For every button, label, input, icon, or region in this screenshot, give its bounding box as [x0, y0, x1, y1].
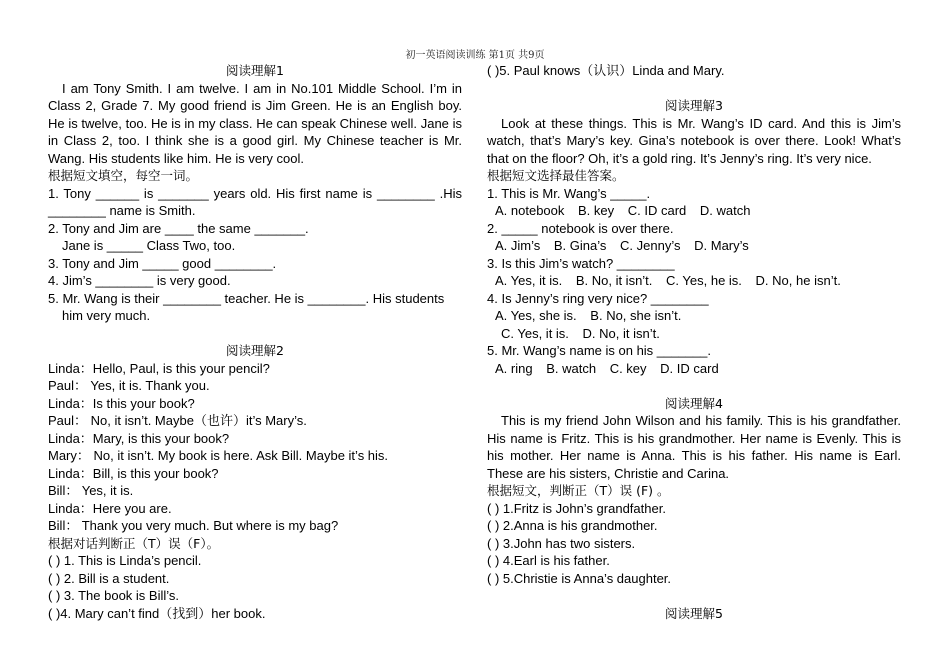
question-5: 5. Mr. Wang is their ________ teacher. He is ________. His students	[48, 290, 445, 306]
tf-item: ( ) 4.Earl is his father.	[487, 553, 610, 568]
mc-option: B. No, she isn’t.	[590, 308, 682, 323]
mc-option: D. watch	[699, 203, 751, 218]
section-title-3: 阅读理解3	[665, 98, 723, 113]
tf-item: ( ) 1.Fritz is John’s grandfather.	[487, 500, 666, 516]
passage-3: Look at these things. This is Mr. Wang’s ID card. And this is Jim’s watch, that’s Mary’s key. Gina’s notebook is over there. Look! What’s that on the floor? Oh, it’s a gold ring. It’s Jenny’s ring. It’s very nice.	[487, 115, 901, 166]
dialog-line: Bill： Thank you very much. But where is my bag?	[48, 518, 339, 533]
mc-question: 3. Is this Jim’s watch? ________	[487, 255, 675, 271]
mc-option: A. Yes, it is.	[495, 273, 563, 288]
mc-option: C. key	[609, 360, 647, 376]
mc-option: C. ID card	[627, 203, 687, 218]
tf-item: ( ) 3. The book is Bill’s.	[48, 588, 180, 603]
section-title-4: 阅读理解4	[665, 395, 723, 411]
passage-4: This is my friend John Wilson and his family. This is his grandfather. His name is Fritz. This is his grandmother. Her name is Evenly. This is his mother. Her name is Anna. This is his father. His name is Earl. These are his sisters, Christie and Carina.	[487, 413, 901, 481]
tf-item: ( ) 3.John has two sisters.	[487, 535, 636, 551]
mc-options	[487, 272, 901, 290]
mc-option: A. Yes, she is.	[495, 308, 577, 323]
section-title-1: 阅读理解1	[226, 63, 284, 78]
dialog-line: Linda：Mary, is this your book?	[48, 430, 230, 446]
page-header: 初一英语阅读训练 第1页 共9页	[405, 50, 545, 61]
section-title-5: 阅读理解5	[665, 605, 723, 621]
instruction-1: 根据短文填空，每空一词。	[48, 168, 199, 183]
question-1: 1. Tony ______ is _______ years old. His first name is ________ .His ________ name is Smith.	[48, 185, 462, 218]
mc-option: A. ring	[495, 360, 533, 376]
dialog-line: Mary： No, it isn’t. My book is here. Ask Bill. Maybe it’s his.	[48, 448, 389, 463]
left-column	[48, 62, 462, 622]
dialog-line: Paul： No, it isn’t. Maybe（也许）it’s Mary’s.	[48, 413, 307, 428]
section-title-2: 阅读理解2	[226, 343, 284, 358]
tf-item: ( )5. Paul knows（认识）Linda and Mary.	[487, 63, 725, 78]
question-2: 2. Tony and Jim are ____ the same _______.	[48, 220, 309, 236]
tf-item: ( ) 2.Anna is his grandmother.	[487, 518, 658, 533]
mc-option: A. notebook	[495, 203, 565, 218]
right-column	[487, 62, 901, 622]
instruction-3: 根据短文选择最佳答案。	[487, 168, 625, 183]
question-3: 3. Tony and Jim _____ good ________.	[48, 255, 277, 271]
dialog-line: Linda：Here you are.	[48, 500, 172, 516]
mc-options	[487, 360, 901, 378]
mc-option: B. key	[578, 203, 615, 218]
dialog-line: Bill： Yes, it is.	[48, 483, 134, 498]
tf-item: ( ) 2. Bill is a student.	[48, 570, 170, 586]
mc-options	[487, 237, 901, 255]
mc-question: 4. Is Jenny’s ring very nice? ________	[487, 290, 709, 306]
mc-options	[487, 202, 901, 220]
mc-question: 5. Mr. Wang’s name is on his _______.	[487, 343, 712, 358]
mc-option: B. Gina’s	[553, 238, 607, 253]
mc-option: C. Yes, it is.	[501, 325, 569, 341]
mc-option: D. Mary’s	[694, 238, 749, 253]
mc-question: 1. This is Mr. Wang’s _____.	[487, 185, 651, 201]
dialog-line: Linda：Bill, is this your book?	[48, 465, 219, 481]
dialog-line: Linda：Is this your book?	[48, 395, 195, 411]
mc-option: B. watch	[546, 360, 597, 376]
mc-option: D. No, it isn’t.	[582, 325, 660, 341]
mc-question: 2. _____ notebook is over there.	[487, 220, 674, 236]
mc-option: C. Jenny’s	[620, 238, 681, 253]
dialog-line: Linda：Hello, Paul, is this your pencil?	[48, 360, 270, 376]
passage-1: I am Tony Smith. I am twelve. I am in No.101 Middle School. I’m in Class 2, Grade 7. My good friend is Jim Green. He is an English boy. He is twelve, too. He is in my class. He can speak Chinese well. Jane is in Class 2, too. I think she is a good girl. My Chinese teacher is Mr. Wang. His students like him. He is very cool.	[48, 80, 462, 166]
question-4: 4. Jim’s ________ is very good.	[48, 273, 231, 288]
mc-option: B. No, it isn’t.	[575, 273, 653, 288]
mc-options	[487, 325, 901, 343]
mc-options	[487, 307, 901, 325]
question-5-cont: him very much.	[62, 308, 151, 323]
mc-option: C. Yes, he is.	[666, 273, 742, 288]
question-2-cont: Jane is _____ Class Two, too.	[62, 238, 236, 253]
mc-option: D. No, he isn’t.	[755, 273, 841, 288]
dialog-line: Paul： Yes, it is. Thank you.	[48, 378, 210, 393]
tf-item: ( )4. Mary can’t find（找到）her book.	[48, 605, 266, 621]
tf-item: ( ) 5.Christie is Anna’s daughter.	[487, 570, 672, 586]
instruction-4: 根据短文，判断正（T）误 (F) 。	[487, 483, 670, 498]
mc-option: D. ID card	[660, 360, 719, 376]
tf-item: ( ) 1. This is Linda’s pencil.	[48, 553, 202, 568]
mc-option: A. Jim’s	[495, 238, 541, 253]
instruction-2: 根据对话判断正（T）误（F）。	[48, 535, 220, 551]
